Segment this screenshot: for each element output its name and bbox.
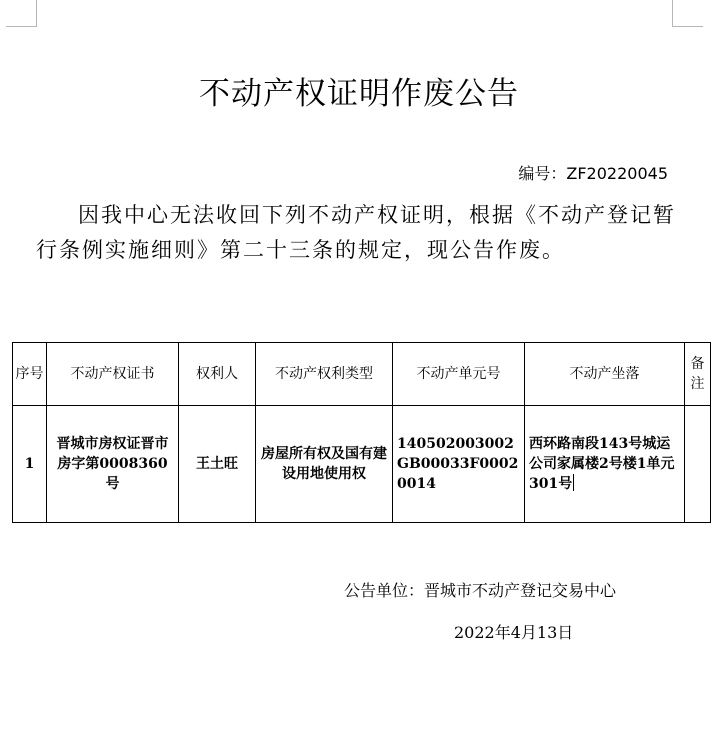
cell-seq: 1 <box>13 406 47 523</box>
issue-date: 2022年4月13日 <box>454 623 574 642</box>
void-certificate-table <box>12 342 711 523</box>
issuer-line: 公告单位：晋城市不动产登记交易中心 <box>344 581 617 600</box>
table-header-row <box>13 343 711 406</box>
cell-location <box>525 406 685 523</box>
cell-location-text: 西环路南段143号城运公司家属楼2号楼1单元301号 <box>529 436 675 492</box>
text-cursor <box>573 474 574 491</box>
body-paragraph: 因我中心无法收回下列不动产权证明，根据《不动产登记暂行条例实施细则》第二十三条的规定，现公告作废。 <box>36 203 676 262</box>
cell-remark <box>685 406 711 523</box>
page-corner-mark-top-left <box>6 0 37 27</box>
cell-right-type: 房屋所有权及国有建设用地使用权 <box>256 406 393 523</box>
header-holder: 权利人 <box>179 343 256 406</box>
header-cert: 不动产权证书 <box>47 343 179 406</box>
header-unit-no: 不动产单元号 <box>393 343 525 406</box>
header-right-type: 不动产权利类型 <box>256 343 393 406</box>
document-number: 编号：ZF20220045 <box>518 164 668 183</box>
table-row <box>13 406 711 523</box>
cell-unit-no: 140502003002GB00033F00020014 <box>393 406 525 523</box>
document-title: 不动产权证明作废公告 <box>199 76 519 112</box>
cell-cert: 晋城市房权证晋市房字第0008360号 <box>47 406 179 523</box>
header-seq: 序号 <box>13 343 47 406</box>
page-corner-mark-top-right <box>672 0 703 27</box>
cell-holder: 王土旺 <box>179 406 256 523</box>
header-remark: 备注 <box>685 343 711 406</box>
header-location: 不动产坐落 <box>525 343 685 406</box>
